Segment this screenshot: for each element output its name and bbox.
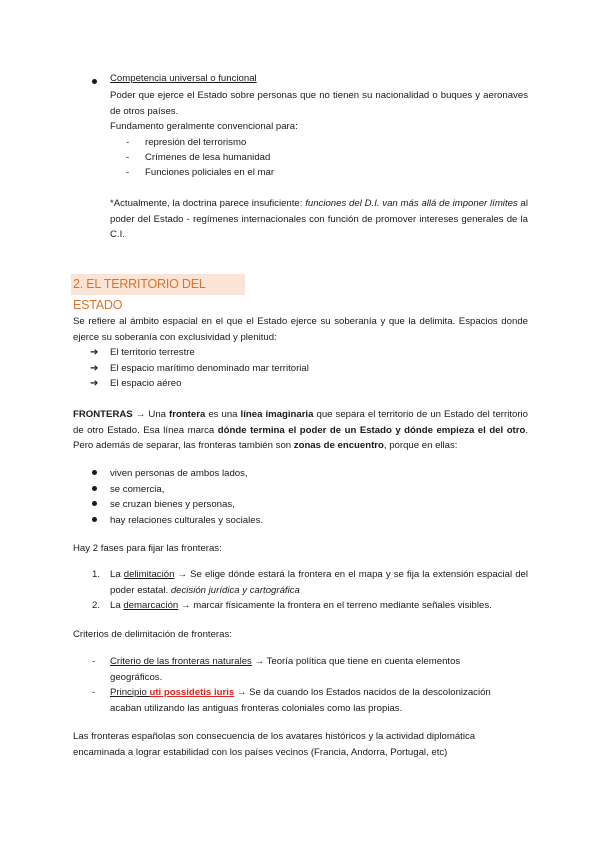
- fronteras-bullet: se comercia,: [110, 484, 165, 495]
- dash-marker: -: [92, 687, 96, 698]
- fronteras-paragraph: FRONTERAS → Una frontera es una línea imaginaria que separa el territorio de un Estado del territorio de otro Estado. Esa línea marca dónde termina el poder de un Estado y dónde empieza el del otro. Pero además de separar, las fronteras también son zonas de encuentro, porque en ellas:: [73, 409, 529, 451]
- fase-delimitacion: La delimitación → Se elige dónde estará la frontera en el mapa y se fija la extensión espacial del poder estatal. decisión jurídica y cartográfica: [110, 569, 528, 596]
- bullet-dot: [92, 501, 97, 506]
- bullet-dot: [92, 79, 97, 84]
- fase-demarcacion: La demarcación → marcar físicamente la frontera en el terreno mediante señales visibles.: [110, 600, 492, 611]
- criterios-intro: Criterios de delimitación de fronteras:: [73, 629, 232, 640]
- criterio-naturales: Criterio de las fronteras naturales → Teoría política que tiene en cuenta elementos geográficos.: [110, 656, 461, 683]
- dash-marker: -: [126, 152, 130, 163]
- criterio-uti-possidetis: Principio uti possidetis iuris → Se da cuando los Estados nacidos de la descolonización acaban utilizando las antiguas fronteras coloniales como las propias.: [110, 687, 491, 714]
- competencia-paragraph: Poder que ejerce el Estado sobre personas que no tienen su nacionalidad o buques y aeronaves de otros países.: [110, 90, 528, 117]
- bullet-dot: [92, 486, 97, 491]
- arrow-bullet-icon: ➔: [90, 363, 99, 374]
- territorio-intro: Se refiere al ámbito espacial en el que el Estado ejerce su soberanía y que la delimita. Espacios donde ejerce su soberanía con exclusividad y plenitud:: [73, 316, 528, 343]
- fases-intro: Hay 2 fases para fijar las fronteras:: [73, 543, 222, 554]
- arrow-bullet-icon: ➔: [90, 347, 99, 358]
- dash-marker: -: [126, 137, 130, 148]
- fundamento-item: represión del terrorismo: [145, 137, 247, 148]
- fundamento-item: Funciones policiales en el mar: [145, 167, 275, 178]
- fronteras-bullet: viven personas de ambos lados,: [110, 468, 248, 479]
- closing-paragraph: Las fronteras españolas son consecuencia de los avatares históricos y la actividad diplomática encaminada a lograr estabilidad con los países vecinos (Francia, Andorra, Portugal, etc): [73, 731, 476, 758]
- fronteras-bullet: hay relaciones culturales y sociales.: [110, 515, 264, 526]
- fronteras-bullet: se cruzan bienes y personas,: [110, 499, 235, 510]
- fundamento-line: Fundamento geralmente convencional para:: [110, 121, 298, 132]
- arrow-bullet-icon: ➔: [90, 378, 99, 389]
- competencia-title: Competencia universal o funcional: [110, 73, 257, 84]
- space-item: El espacio aéreo: [110, 378, 182, 389]
- space-item: El espacio marítimo denominado mar territorial: [110, 363, 309, 374]
- fundamento-item: Crímenes de lesa humanidad: [145, 152, 271, 163]
- space-item: El territorio terrestre: [110, 347, 195, 358]
- bullet-dot: [92, 517, 97, 522]
- section-heading: 2. EL TERRITORIO DEL ESTADO: [71, 274, 245, 295]
- dash-marker: -: [92, 656, 96, 667]
- list-number: 1.: [92, 569, 101, 580]
- bullet-dot: [92, 470, 97, 475]
- dash-marker: -: [126, 167, 130, 178]
- actualmente-note: *Actualmente, la doctrina parece insuficiente: funciones del D.I. van más allá de imponer límites al poder del Estado - regímenes internacionales con función de promover intereses generales de la C.I.: [110, 198, 528, 240]
- list-number: 2.: [92, 600, 101, 611]
